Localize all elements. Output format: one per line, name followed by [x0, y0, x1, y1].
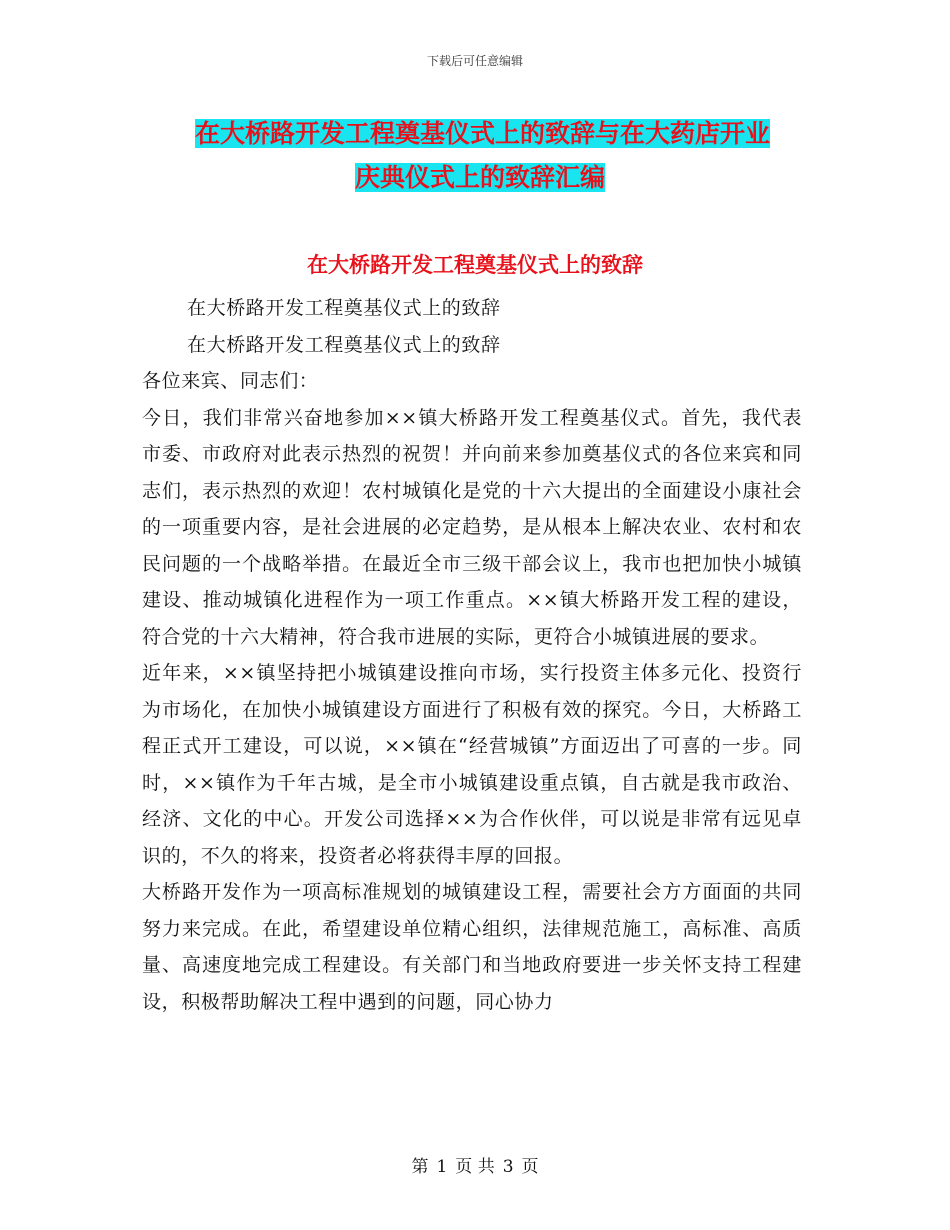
subtitle-repeat-1: 在大桥路开发工程奠基仪式上的致辞: [187, 297, 501, 319]
footer-suffix: 页: [521, 1157, 539, 1177]
footer-page-number: 1: [436, 1157, 448, 1177]
footer-prefix: 第: [411, 1157, 429, 1177]
document-body: [142, 290, 802, 1020]
page-footer: [0, 1152, 950, 1177]
document-title-line-1-text: 在大桥路开发工程奠基仪式上的致辞与在大药店开业: [195, 119, 771, 148]
document-title-line-1: [145, 112, 815, 156]
body-paragraph: 今日，我们非常兴奋地参加××镇大桥路开发工程奠基仪式。首先，我代表市委、市政府对此表示热烈的祝贺！并向前来参加奠基仪式的各位来宾和同志们，表示热烈的欢迎！农村城镇化是党的十六大提出的全面建设小康社会的一项重要内容，是社会进展的必定趋势，是从根本上解决农业、农村和农民问题的一个战略举措。在最近全市三级干部会议上，我市也把加快小城镇建设、推动城镇化进程作为一项工作重点。××镇大桥路开发工程的建设，符合党的十六大精神，符合我市进展的实际，更符合小城镇进展的要求。: [142, 406, 802, 648]
document-title: [145, 112, 815, 200]
document-title-line-2: [145, 156, 815, 200]
document-title-line-2-text: 庆典仪式上的致辞汇编: [354, 163, 605, 192]
section-title: 在大桥路开发工程奠基仪式上的致辞: [307, 253, 643, 277]
subtitle-repeat-2: 在大桥路开发工程奠基仪式上的致辞: [187, 333, 501, 356]
footer-middle: 页 共: [455, 1157, 495, 1177]
footer-total-pages: 3: [502, 1157, 514, 1177]
header-note: 下载后可任意编辑: [426, 54, 523, 68]
salutation: 各位来宾、同志们：: [142, 370, 319, 392]
body-paragraph: 近年来，××镇坚持把小城镇建设推向市场，实行投资主体多元化、投资行为市场化，在加快小城镇建设方面进行了积极有效的探究。今日，大桥路工程正式开工建设，可以说，××镇在“经营城镇”方面迈出了可喜的一步。同时，××镇作为千年古城，是全市小城镇建设重点镇，自古就是我市政治、经济、文化的中心。开发公司选择××为合作伙伴，可以说是非常有远见卓识的，不久的将来，投资者必将获得丰厚的回报。: [142, 662, 802, 867]
body-paragraph: 大桥路开发作为一项高标准规划的城镇建设工程，需要社会方方面面的共同努力来完成。在此，希望建设单位精心组织，法律规范施工，高标准、高质量、高速度地完成工程建设。有关部门和当地政府要进一步关怀支持工程建设，积极帮助解决工程中遇到的问题，同心协力: [142, 881, 802, 1013]
